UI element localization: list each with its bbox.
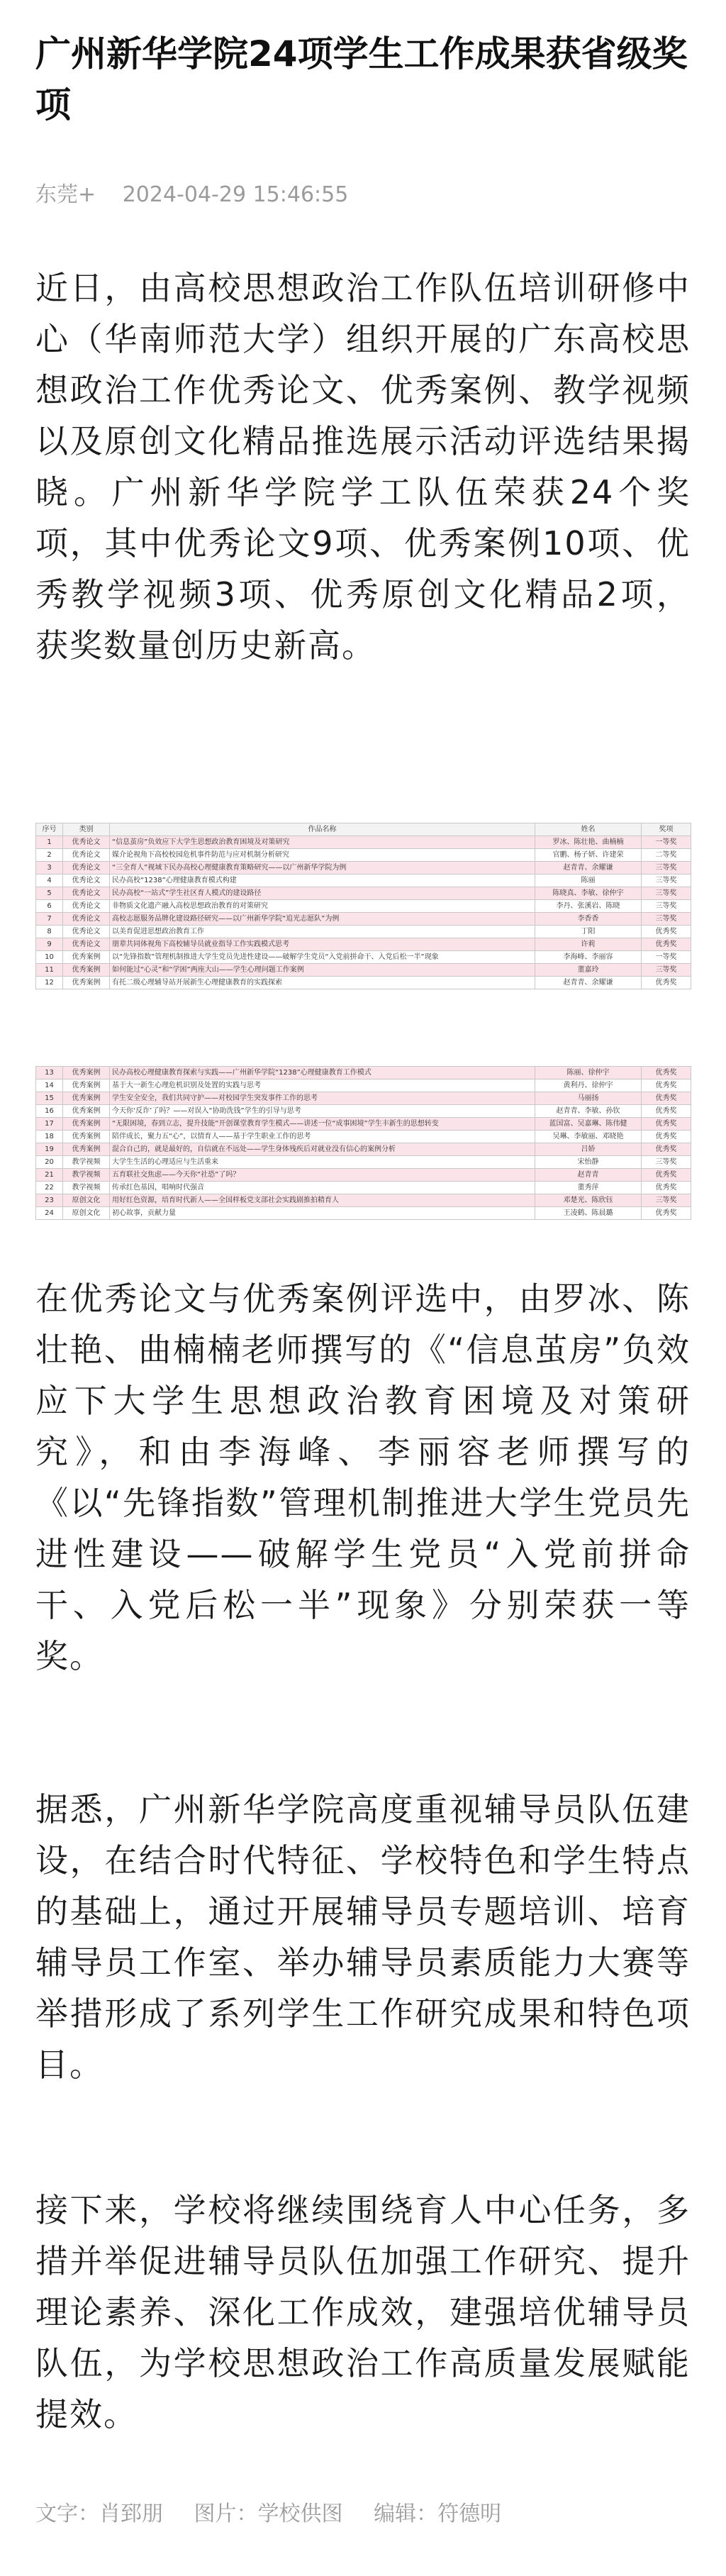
cell-award: 优秀奖: [642, 1143, 691, 1156]
cell-category: 优秀论文: [63, 849, 110, 862]
cell-award: 三等奖: [642, 913, 691, 926]
cell-award: 一等奖: [642, 951, 691, 964]
table-row: [36, 875, 691, 887]
cell-names: 吕娇: [535, 1143, 642, 1156]
cell-category: 优秀案例: [63, 964, 110, 977]
cell-work: “三全育人”视域下民办高校心理健康教育策略研究——以广州新华学院为例: [110, 862, 535, 875]
cell-index: 19: [36, 1143, 63, 1156]
cell-category: 优秀论文: [63, 900, 110, 913]
paragraph-intro: 近日，由高校思想政治工作队伍培训研修中心（华南师范大学）组织开展的广东高校思想政治工作优秀论文、优秀案例、教学视频以及原创文化精品推选展示活动评选结果揭晓。广州新华学院学工队伍荣获24个奖项，其中优秀论文9项、优秀案例10项、优秀教学视频3项、优秀原创文化精品2项，获奖数量创历史新高。: [35, 269, 691, 665]
footer-author: 文字：肖郅朋: [35, 2502, 163, 2526]
cell-award: 优秀奖: [642, 1207, 691, 1220]
table-row: [36, 913, 691, 926]
cell-award: 三等奖: [642, 875, 691, 887]
cell-index: 10: [36, 951, 63, 964]
cell-award: 优秀奖: [642, 938, 691, 951]
cell-index: 3: [36, 862, 63, 875]
cell-work: 如何能过“心灵”和“学困”两座大山——学生心理问题工作案例: [110, 964, 535, 977]
cell-category: 原创文化: [63, 1207, 110, 1220]
cell-names: 罗冰、陈壮艳、曲楠楠: [535, 836, 642, 849]
cell-award: 优秀奖: [642, 977, 691, 989]
table-row: [36, 1092, 691, 1105]
cell-work: 今天你‘反诈’了吗？——对误入“协助洗钱”学生的引导与思考: [110, 1105, 535, 1118]
cell-award: 优秀奖: [642, 1182, 691, 1194]
footer-editor: 编辑：符德明: [374, 2502, 502, 2526]
table-header-row: [36, 823, 691, 836]
cell-award: 优秀奖: [642, 1092, 691, 1105]
cell-names: 陈丽: [535, 875, 642, 887]
cell-names: 吴琳、李敏丽、邓晓艳: [535, 1131, 642, 1143]
cell-index: 22: [36, 1182, 63, 1194]
cell-names: 董秀萍: [535, 1182, 642, 1194]
cell-category: 优秀案例: [63, 1105, 110, 1118]
cell-index: 23: [36, 1194, 63, 1207]
cell-names: 李丹、张溪岩、陈晓: [535, 900, 642, 913]
cell-category: 优秀案例: [63, 1067, 110, 1079]
cell-award: 三等奖: [642, 887, 691, 900]
article-meta: [35, 181, 368, 209]
table-row: [36, 1169, 691, 1182]
table-row: [36, 836, 691, 849]
cell-work: “无限困境，春到立志，提升技能”开创课堂教育学生模式——讲述一位“成事困境”学生丰新生的思想转变: [110, 1118, 535, 1131]
cell-index: 21: [36, 1169, 63, 1182]
cell-index: 16: [36, 1105, 63, 1118]
header-index: 序号: [36, 823, 63, 836]
cell-names: 邓楚光、陈欣钰: [535, 1194, 642, 1207]
table-row: [36, 938, 691, 951]
cell-award: 三等奖: [642, 964, 691, 977]
cell-index: 24: [36, 1207, 63, 1220]
cell-work: 大学生生活的心理适应与生活重来: [110, 1156, 535, 1169]
cell-names: 黄利丹、徐仲宇: [535, 1079, 642, 1092]
cell-index: 4: [36, 875, 63, 887]
cell-work: 传承红色基因，唱响时代强音: [110, 1182, 535, 1194]
cell-category: 优秀论文: [63, 926, 110, 938]
cell-names: 官鹏、杨子妍、许建荣: [535, 849, 642, 862]
cell-category: 优秀论文: [63, 836, 110, 849]
table-row: [36, 1118, 691, 1131]
cell-work: 混合自己的，就是最好的，自信就在不远处——学生身体残疾后对就业没有信心的案例分析: [110, 1143, 535, 1156]
cell-index: 8: [36, 926, 63, 938]
table-row: [36, 1079, 691, 1092]
paragraph-first-prize: 在优秀论文与优秀案例评选中，由罗冰、陈壮艳、曲楠楠老师撰写的《“信息茧房”负效应下大学生思想政治教育困境及对策研究》，和由李海峰、李丽容老师撰写的《以“先锋指数”管理机制推进大学生党员先进性建设——破解学生党员“入党前拼命干、入党后松一半”现象》分别荣获一等奖。: [35, 1279, 691, 1675]
cell-index: 18: [36, 1131, 63, 1143]
cell-work: 以“先锋指数”管理机制推进大学生党员先进性建设——破解学生党员“入党前拼命干、入党后松一半”现象: [110, 951, 535, 964]
cell-names: 李海峰、李丽容: [535, 951, 642, 964]
cell-category: 优秀案例: [63, 1131, 110, 1143]
cell-names: 陈晓真、李敏、徐仲宇: [535, 887, 642, 900]
cell-category: 优秀案例: [63, 1092, 110, 1105]
cell-index: 15: [36, 1092, 63, 1105]
paragraph-background: 据悉，广州新华学院高度重视辅导员队伍建设，在结合时代特征、学校特色和学生特点的基础上，通过开展辅导员专题培训、培育辅导员工作室、举办辅导员素质能力大赛等举措形成了系列学生工作研究成果和特色项目。: [35, 1790, 691, 2084]
paragraph-outlook: 接下来，学校将继续围绕育人中心任务，多措并举促进辅导员队伍加强工作研究、提升理论素养、深化工作成效，建强培优辅导员队伍，为学校思想政治工作高质量发展赋能提效。: [35, 2191, 691, 2433]
cell-category: 优秀论文: [63, 875, 110, 887]
header-award: 奖项: [642, 823, 691, 836]
table-row: [36, 862, 691, 875]
cell-category: 优秀案例: [63, 951, 110, 964]
table-row: [36, 951, 691, 964]
cell-category: 原创文化: [63, 1194, 110, 1207]
table-row: [36, 1156, 691, 1169]
cell-award: 三等奖: [642, 900, 691, 913]
cell-names: 蓝国富、吴嘉琳、陈伟健: [535, 1118, 642, 1131]
cell-index: 17: [36, 1118, 63, 1131]
cell-names: 赵青青: [535, 1169, 642, 1182]
cell-category: 教学视频: [63, 1156, 110, 1169]
cell-award: 二等奖: [642, 849, 691, 862]
cell-work: 五育联社交焦虑——今天你“社恐”了吗？: [110, 1169, 535, 1182]
cell-category: 优秀论文: [63, 913, 110, 926]
table-row: [36, 1067, 691, 1079]
table-row: [36, 1105, 691, 1118]
cell-index: 7: [36, 913, 63, 926]
table-row: [36, 977, 691, 989]
cell-index: 6: [36, 900, 63, 913]
article-footer: [35, 2500, 525, 2528]
cell-index: 9: [36, 938, 63, 951]
cell-names: 李香香: [535, 913, 642, 926]
header-names: 姓名: [535, 823, 642, 836]
cell-category: 优秀论文: [63, 938, 110, 951]
cell-names: 马丽扬: [535, 1092, 642, 1105]
cell-award: 优秀奖: [642, 926, 691, 938]
cell-award: 优秀奖: [642, 1131, 691, 1143]
cell-names: 赵青青、余耀谦: [535, 862, 642, 875]
cell-names: 丁阳: [535, 926, 642, 938]
table-row: [36, 926, 691, 938]
table-row: [36, 1131, 691, 1143]
cell-index: 12: [36, 977, 63, 989]
cell-names: 王凌鹤、陈晨璐: [535, 1207, 642, 1220]
header-category: 类别: [63, 823, 110, 836]
cell-work: “信息茧房”负效应下大学生思想政治教育困境及对策研究: [110, 836, 535, 849]
cell-work: 高校志愿服务品牌化建设路径研究——以广州新华学院“追光志愿队”为例: [110, 913, 535, 926]
table-row: [36, 887, 691, 900]
cell-award: 优秀奖: [642, 1079, 691, 1092]
cell-work: 朋辈共同体视角下高校辅导员就业指导工作实践模式思考: [110, 938, 535, 951]
cell-work: 初心故事，贡献力量: [110, 1207, 535, 1220]
cell-work: 学生安全安全，我们共同守护——对校园学生突发事件工作的思考: [110, 1092, 535, 1105]
article-source[interactable]: 东莞+: [35, 182, 96, 207]
cell-award: 三等奖: [642, 862, 691, 875]
cell-award: 优秀奖: [642, 1169, 691, 1182]
cell-category: 优秀案例: [63, 1118, 110, 1131]
header-work: 作品名称: [110, 823, 535, 836]
cell-category: 优秀论文: [63, 862, 110, 875]
cell-names: 赵青青、余耀谦: [535, 977, 642, 989]
cell-names: 陈丽、徐仲宇: [535, 1067, 642, 1079]
article-title: 广州新华学院24项学生工作成果获省级奖项: [35, 33, 688, 126]
cell-index: 20: [36, 1156, 63, 1169]
cell-category: 优秀论文: [63, 887, 110, 900]
cell-index: 2: [36, 849, 63, 862]
cell-work: 陪伴成长，聚力五“心”，以情育人——基于学生职业工作的思考: [110, 1131, 535, 1143]
table-row: [36, 849, 691, 862]
cell-work: 媒介论视角下高校校园危机事件防范与应对机制分析研究: [110, 849, 535, 862]
cell-award: 三等奖: [642, 1194, 691, 1207]
cell-index: 13: [36, 1067, 63, 1079]
cell-index: 1: [36, 836, 63, 849]
cell-award: 优秀奖: [642, 1118, 691, 1131]
cell-category: 优秀案例: [63, 1079, 110, 1092]
cell-category: 教学视频: [63, 1169, 110, 1182]
article-datetime: 2024-04-29 15:46:55: [122, 182, 349, 207]
cell-index: 11: [36, 964, 63, 977]
cell-work: 基于大一新生心理危机识别及处置的实践与思考: [110, 1079, 535, 1092]
cell-index: 14: [36, 1079, 63, 1092]
cell-work: 民办高校“1238”心理健康教育模式构建: [110, 875, 535, 887]
cell-work: 民办高校心理健康教育探索与实践——广州新华学院“1238”心理健康教育工作模式: [110, 1067, 535, 1079]
footer-photo: 图片：学校供图: [194, 2502, 343, 2526]
cell-award: 一等奖: [642, 836, 691, 849]
cell-names: 赵青青、李敏、孙钦: [535, 1105, 642, 1118]
cell-award: 优秀奖: [642, 1105, 691, 1118]
cell-work: 用好红色资源，培育时代新人——全国样板党支部社会实践剧推拍精育人: [110, 1194, 535, 1207]
cell-category: 优秀案例: [63, 1143, 110, 1156]
table-row: [36, 900, 691, 913]
cell-work: 以美育促进思想政治教育工作: [110, 926, 535, 938]
cell-award: 优秀奖: [642, 1067, 691, 1079]
cell-work: 有托二级心理辅导站开展新生心理健康教育的实践探索: [110, 977, 535, 989]
cell-work: 非物质文化遗产融入高校思想政治教育的对策研究: [110, 900, 535, 913]
cell-index: 5: [36, 887, 63, 900]
cell-names: 宋怡静: [535, 1156, 642, 1169]
cell-work: 民办高校“一站式”学生社区育人模式的建设路径: [110, 887, 535, 900]
award-table-top: [35, 823, 691, 989]
cell-names: 董嘉玲: [535, 964, 642, 977]
cell-award: 三等奖: [642, 1156, 691, 1169]
table-row: [36, 1143, 691, 1156]
table-row: [36, 1182, 691, 1194]
cell-names: 许莉: [535, 938, 642, 951]
table-row: [36, 1207, 691, 1220]
award-table-bottom: [35, 1066, 691, 1220]
cell-category: 教学视频: [63, 1182, 110, 1194]
cell-category: 优秀案例: [63, 977, 110, 989]
table-row: [36, 964, 691, 977]
table-row: [36, 1194, 691, 1207]
